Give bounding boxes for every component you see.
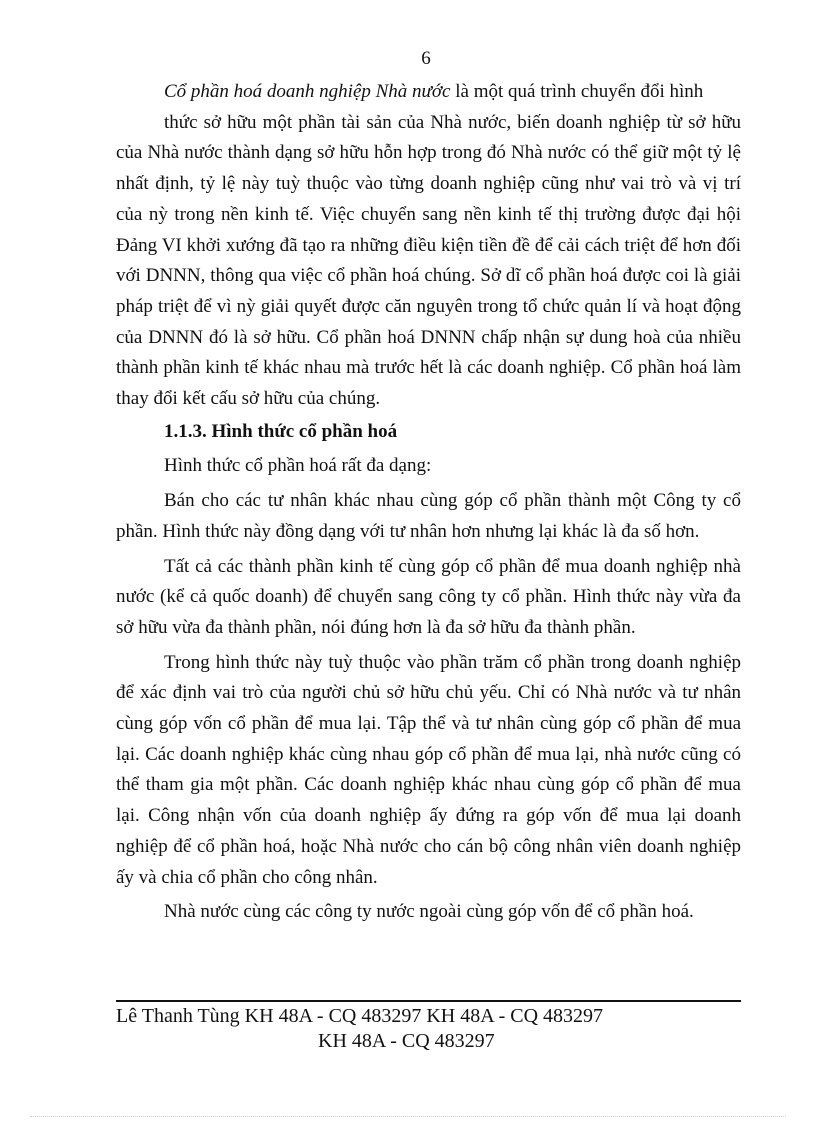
footer-line-2: KH 48A - CQ 483297 bbox=[318, 1030, 495, 1052]
intro-first-line bbox=[116, 77, 741, 108]
section-heading: 1.1.3. Hình thức cổ phần hoá bbox=[164, 420, 398, 442]
intro-paragraph bbox=[116, 77, 741, 415]
page-footer bbox=[116, 1004, 741, 1054]
document-body bbox=[116, 77, 741, 928]
page-number: 6 bbox=[421, 48, 431, 69]
intro-rest: của Nhà nước thành dạng sở hữu hỗn hợp trong đó Nhà nước có thể giữ một tỷ lệ nhất định, tỷ lệ này tuỳ thuộc vào từng doanh nghiệp cũng như vai trò và vị trí của nỳ trong nền kinh tế. Việc chuyển sang nền kinh tế thị trường được đại hội Đảng VI khởi xướng đã tạo ra những điều kiện tiền đề để cải cách triệt để hơn đối với DNNN, thông qua việc cổ phần hoá chúng. Sở dĩ cổ phần hoá được coi là giải pháp triệt để vì nỳ giải quyết được căn nguyên trong tổ chức quản lí và hoạt động của DNNN đó là sở hữu. Cổ phần hoá DNNN chấp nhận sự dung hoà của nhiều thành phần kinh tế khác nhau mà trước hết là các doanh nghiệp. Cổ phần hoá làm thay đổi kết cấu sở hữu của chúng. bbox=[116, 142, 741, 410]
page-bottom-border bbox=[30, 1116, 786, 1117]
footer-line-1: Lê Thanh Tùng KH 48A - CQ 483297 KH 48A - CQ 483297 bbox=[116, 1005, 604, 1027]
section-paragraph-3: Tất cả các thành phần kinh tế cùng góp cổ phần để mua doanh nghiệp nhà nước (kể cả quốc doanh) để chuyển sang công ty cổ phần. Hình thức này vừa đa sở hữu vừa đa thành phần, nói đúng hơn là đa sở hữu đa thành phần. bbox=[116, 555, 741, 638]
intro-second-line: thức sở hữu một phần tài sản của Nhà nước, biến doanh nghiệp từ sở hữu bbox=[164, 111, 741, 133]
intro-italic-term: Cổ phần hoá doanh nghiệp Nhà nước bbox=[164, 81, 451, 102]
footer-divider bbox=[116, 1000, 741, 1002]
intro-first-line-rest: là một quá trình chuyển đổi hình bbox=[450, 81, 704, 102]
section-paragraph-5: Nhà nước cùng các công ty nước ngoài cùng góp vốn để cổ phần hoá. bbox=[164, 901, 694, 923]
section-paragraph-2: Bán cho các tư nhân khác nhau cùng góp cổ phần thành một Công ty cổ phần. Hình thức này đồng dạng với tư nhân hơn nhưng lại khác là đa số hơn. bbox=[116, 490, 741, 542]
section-paragraph-1: Hình thức cổ phần hoá rất đa dạng: bbox=[164, 455, 432, 477]
section-paragraph-4: Trong hình thức này tuỳ thuộc vào phần trăm cổ phần trong doanh nghiệp để xác định vai trò của người chủ sở hữu chủ yếu. Chỉ có Nhà nước và tư nhân cùng góp vốn cổ phần để mua lại. Tập thể và tư nhân cùng góp cổ phần để mua lại. Các doanh nghiệp khác cùng nhau góp cổ phần để mua lại, nhà nước cũng có thể tham gia một phần. Các doanh nghiệp khác nhau cùng góp cổ phần để mua lại. Công nhận vốn của doanh nghiệp ấy đứng ra góp vốn để mua lại doanh nghiệp để cổ phần hoá, hoặc Nhà nước cho cán bộ công nhân viên doanh nghiệp ấy và chia cổ phần cho công nhân. bbox=[116, 651, 741, 888]
